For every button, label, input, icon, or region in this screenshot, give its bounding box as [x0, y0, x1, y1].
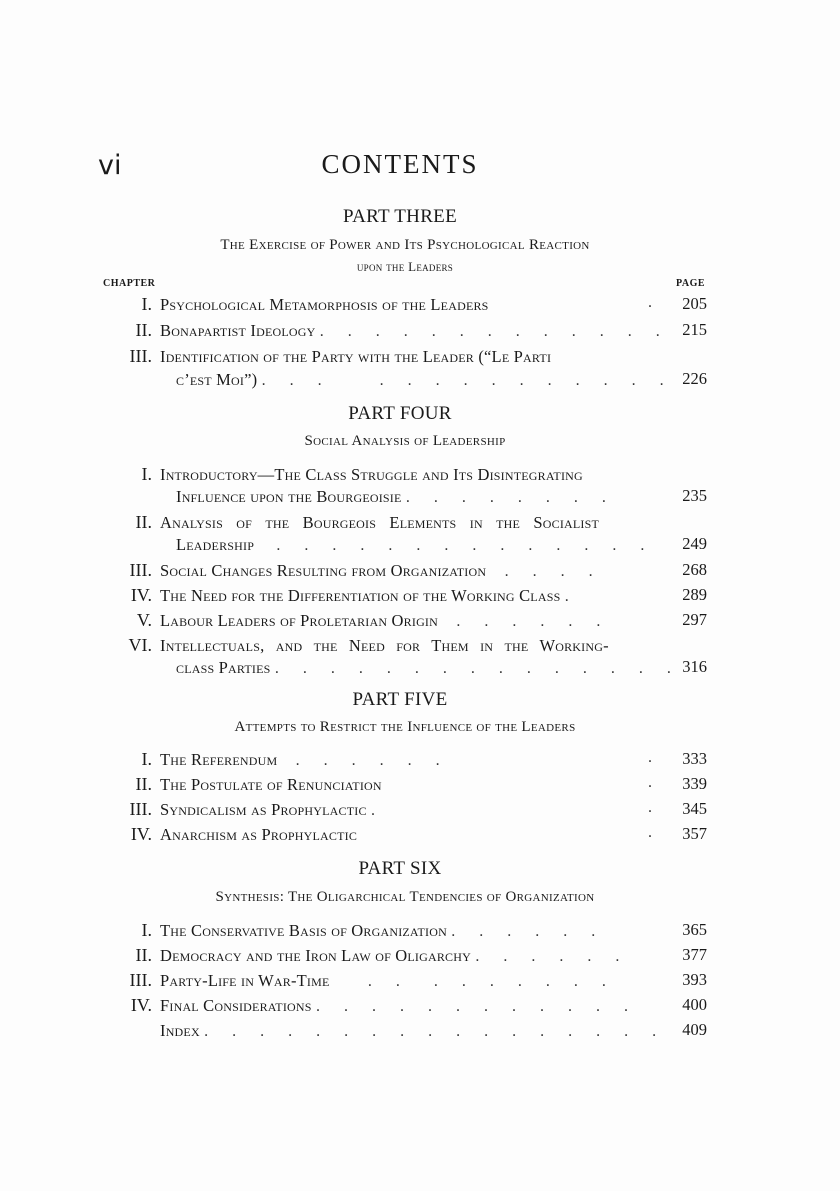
part-four-subtitle: Social Analysis of Leadership [304, 433, 506, 449]
chapter-number: I. [141, 920, 152, 940]
chapter-number: III. [129, 970, 152, 990]
part-six-subtitle: Synthesis: The Oligarchical Tendencies of Organization [215, 889, 595, 905]
chapter-number: II. [135, 774, 152, 794]
chapter-number: II. [135, 512, 152, 532]
chapter-title: The Referendum . . . . . . [160, 750, 450, 769]
page-column-label: PAGE [676, 278, 706, 289]
chapter-title: The Need for the Differentiation of the Working Class . [160, 586, 579, 605]
page-number: 235 [682, 486, 707, 505]
leader-dots: . [648, 824, 662, 841]
chapter-number: IV. [130, 824, 152, 844]
page-number: 339 [682, 774, 707, 793]
leader-dots: . [648, 749, 662, 766]
page-number: 393 [682, 970, 707, 989]
chapter-number: I. [141, 749, 152, 769]
chapter-number: IV. [130, 585, 152, 605]
page-number: 365 [682, 920, 707, 939]
page-number: 409 [682, 1020, 707, 1039]
chapter-title: Bonapartist Ideology . . . . . . . . . . . . . [160, 321, 670, 340]
chapter-number: IV. [130, 995, 152, 1015]
page-number: 345 [682, 799, 707, 818]
chapter-title: Democracy and the Iron Law of Oligarchy . . . . . . [160, 946, 630, 965]
chapter-number: II. [135, 945, 152, 965]
chapter-title: The Conservative Basis of Organization . . . . . . [160, 921, 606, 940]
page-number: 357 [682, 824, 707, 843]
chapter-column-label: CHAPTER [103, 278, 156, 289]
chapter-title: Labour Leaders of Proletarian Origin . . . . . . [160, 611, 611, 630]
chapter-title: Introductory—The Class Struggle and Its Disintegrating [160, 465, 583, 484]
chapter-number: V. [136, 610, 152, 630]
leader-dots: . [648, 774, 662, 791]
page-number: 377 [682, 945, 707, 964]
part-six-title: PART SIX [358, 858, 442, 879]
page-number: 316 [682, 657, 707, 676]
page-number: 333 [682, 749, 707, 768]
chapter-title: Final Considerations . . . . . . . . . . . . [160, 996, 638, 1015]
chapter-title: Psychological Metamorphosis of the Leaders [160, 295, 489, 314]
chapter-number: III. [129, 560, 152, 580]
chapter-number: I. [141, 294, 152, 314]
page-number: 297 [682, 610, 707, 629]
page-number: 226 [682, 369, 707, 388]
leader-dots: . [648, 294, 662, 311]
part-four-title: PART FOUR [348, 403, 452, 424]
part-three-title: PART THREE [343, 206, 457, 227]
leader-dots: . [648, 799, 662, 816]
chapter-number: III. [129, 346, 152, 366]
part-five-title: PART FIVE [352, 689, 448, 710]
page-number: 268 [682, 560, 707, 579]
chapter-title: Intellectuals, and the Need for Them in the Working- [160, 636, 609, 655]
page-number: 400 [682, 995, 707, 1014]
chapter-title: Social Changes Resulting from Organization . . . . [160, 561, 603, 580]
chapter-number: II. [135, 320, 152, 340]
chapter-title: Anarchism as Prophylactic [160, 825, 358, 844]
chapter-title-continued: c’est Moi”) . . . . . . . . . . . . . . [176, 370, 674, 389]
chapter-number: III. [129, 799, 152, 819]
chapter-number: VI. [128, 635, 152, 655]
chapter-number: I. [141, 464, 152, 484]
index-title: Index . . . . . . . . . . . . . . . . . [160, 1021, 667, 1040]
chapter-title-continued: Influence upon the Bourgeoisie . . . . . . . . [176, 487, 616, 506]
chapter-title: Identification of the Party with the Leader (“Le Parti [160, 347, 552, 366]
part-three-subtitle-line-1: The Exercise of Power and Its Psychological Reaction [220, 237, 590, 253]
chapter-title: Syndicalism as Prophylactic . [160, 800, 386, 819]
page-folio: vi [98, 150, 122, 181]
running-title: CONTENTS [321, 149, 479, 179]
page-number: 289 [682, 585, 707, 604]
part-three-subtitle-line-2: upon the Leaders [356, 259, 454, 274]
chapter-title-continued: Leadership . . . . . . . . . . . . . . [176, 535, 655, 554]
page-number: 215 [682, 320, 707, 339]
chapter-title: The Postulate of Renunciation [160, 775, 382, 794]
page-number: 249 [682, 534, 707, 553]
part-five-subtitle: Attempts to Restrict the Influence of the Leaders [234, 719, 576, 735]
chapter-title: Analysis of the Bourgeois Elements in the Socialist [160, 513, 600, 532]
chapter-title: Party-Life in War-Time . . . . . . . . . [160, 971, 616, 990]
page-number: 205 [682, 294, 707, 313]
chapter-title-continued: class Parties . . . . . . . . . . . . . . . [176, 658, 681, 677]
